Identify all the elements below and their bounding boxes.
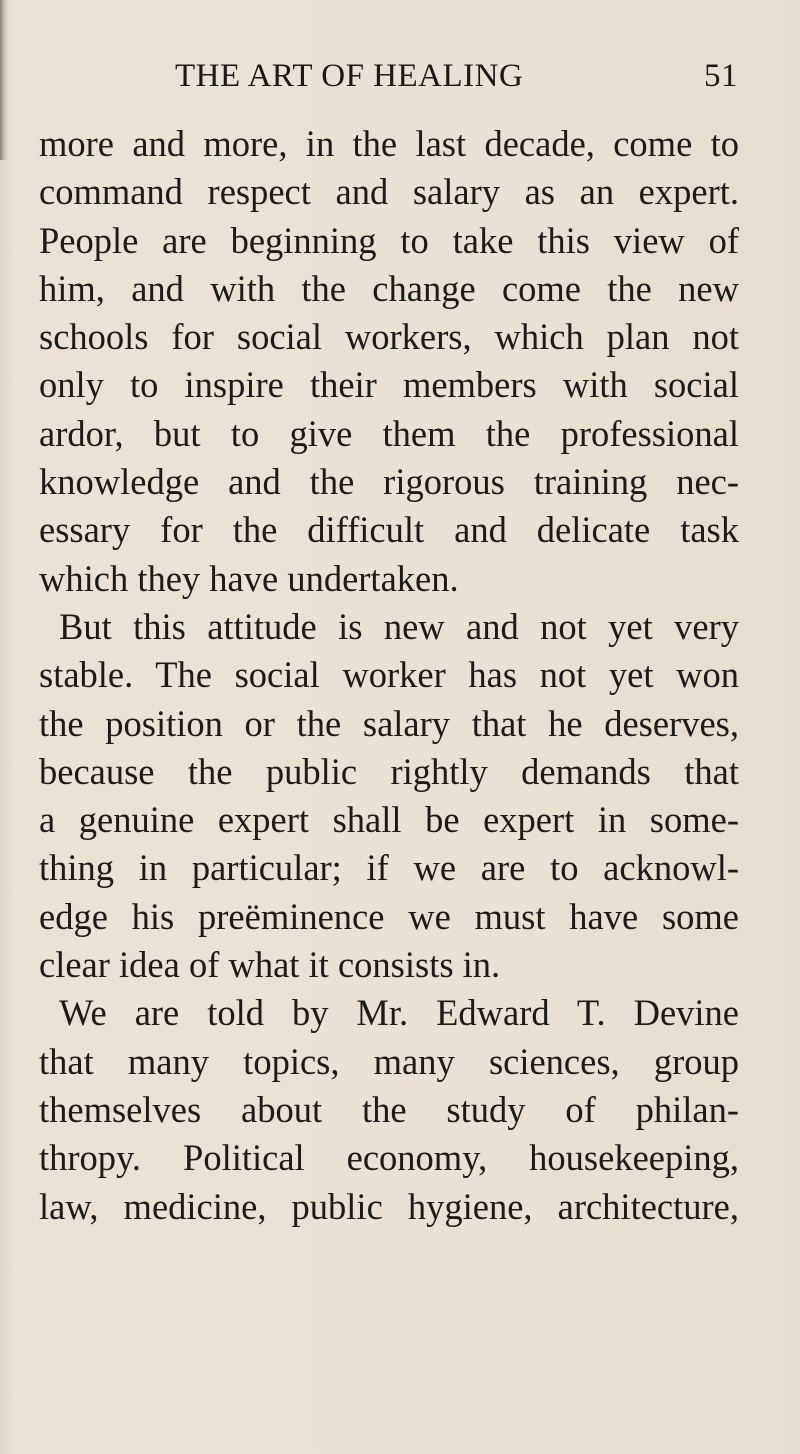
text-line: law, medicine, public hygiene, architecture, xyxy=(39,1185,739,1227)
text-line: schools for social workers, which plan not xyxy=(39,316,739,358)
running-title: THE ART OF HEALING xyxy=(175,58,524,94)
text-line: a genuine expert shall be expert in some- xyxy=(39,799,739,841)
text-line: stable. The social worker has not yet won xyxy=(39,654,739,696)
text-line: thropy. Political economy, housekeeping, xyxy=(39,1137,739,1179)
text-line: People are beginning to take this view of xyxy=(39,219,739,261)
text-line: command respect and salary as an expert. xyxy=(39,171,739,213)
text-line: him, and with the change come the new xyxy=(39,267,739,309)
text-line: because the public rightly demands that xyxy=(39,750,739,792)
text-line: ardor, but to give them the professional xyxy=(39,412,739,454)
text-line: knowledge and the rigorous training nec- xyxy=(39,461,739,503)
text-line: only to inspire their members with social xyxy=(39,364,739,406)
page-number: 51 xyxy=(704,58,738,94)
page-header xyxy=(175,58,738,98)
text-line: themselves about the study of philan- xyxy=(39,1088,739,1130)
text-line: edge his preëminence we must have some xyxy=(39,895,739,937)
text-line: the position or the salary that he deserves, xyxy=(39,702,739,744)
text-line: But this attitude is new and not yet very xyxy=(59,605,739,647)
page-gutter-shadow xyxy=(0,0,8,160)
text-line: more and more, in the last decade, come to xyxy=(39,123,739,164)
text-line: We are told by Mr. Edward T. Devine xyxy=(59,992,739,1034)
body-text xyxy=(39,120,739,1231)
text-line: essary for the difficult and delicate task xyxy=(39,509,739,551)
text-line: thing in particular; if we are to acknowl- xyxy=(39,847,739,889)
text-line: which they have undertaken. xyxy=(39,557,459,599)
text-line: that many topics, many sciences, group xyxy=(39,1040,739,1082)
text-line: clear idea of what it consists in. xyxy=(39,944,501,986)
